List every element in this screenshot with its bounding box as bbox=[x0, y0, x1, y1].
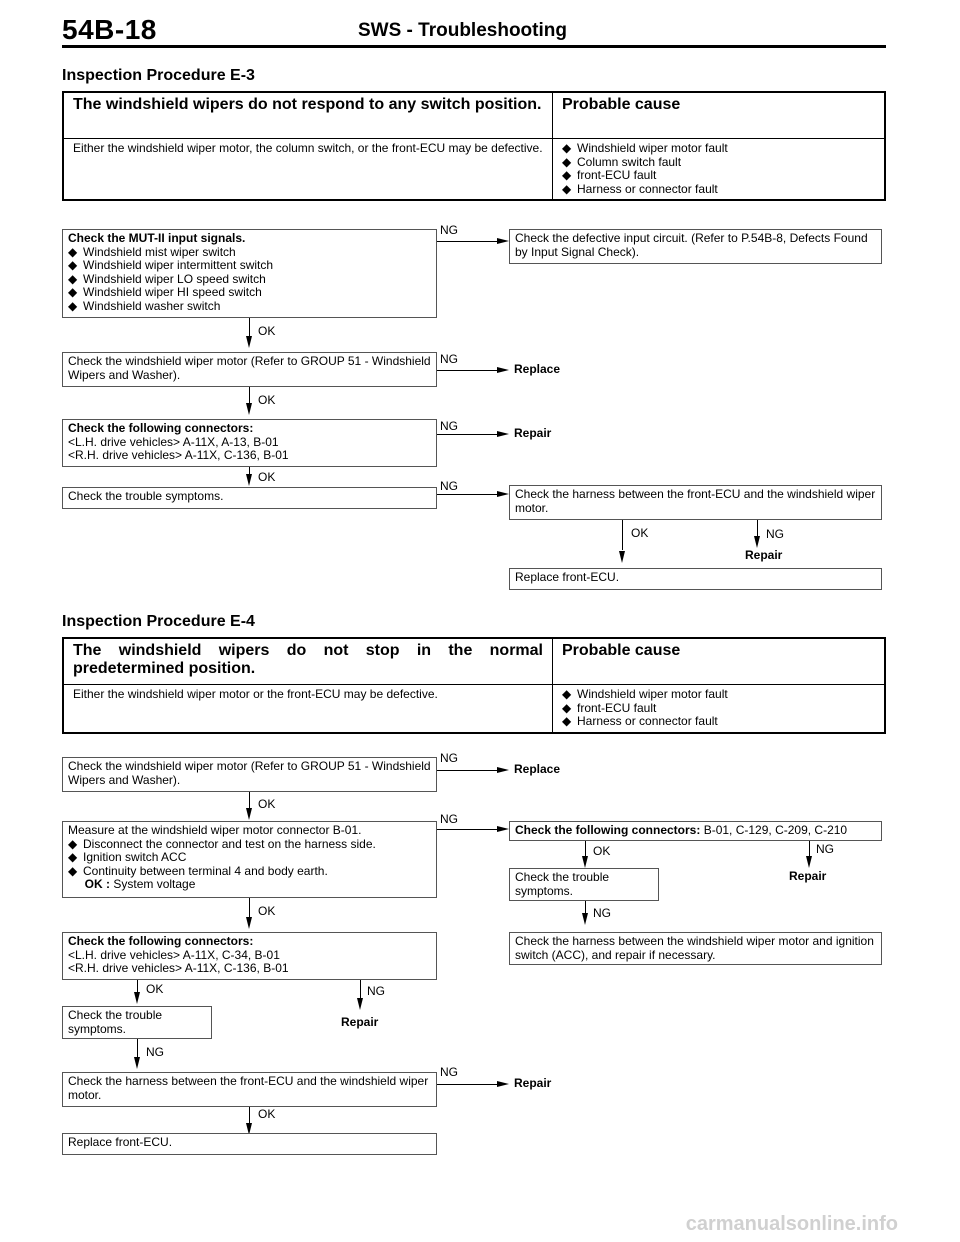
connector-line bbox=[360, 980, 361, 1000]
cause-item: ◆ front-ECU fault bbox=[562, 168, 657, 182]
connector-line bbox=[437, 494, 499, 495]
arrow-down-icon bbox=[582, 913, 588, 925]
arrow-right-icon bbox=[497, 367, 509, 373]
ok-label: OK bbox=[146, 982, 164, 996]
arrow-down-icon bbox=[134, 1057, 140, 1069]
connector-line bbox=[437, 770, 499, 771]
ng-label: NG bbox=[766, 527, 784, 541]
ng-label: NG bbox=[440, 419, 458, 433]
ng-label: NG bbox=[440, 1065, 458, 1079]
ng-label: NG bbox=[816, 842, 834, 856]
cause-item: ◆ Windshield wiper motor fault bbox=[562, 687, 728, 701]
ok-label: OK bbox=[258, 904, 276, 918]
arrow-down-icon bbox=[246, 808, 252, 820]
e3-step4-ng-ng-result: Repair bbox=[745, 548, 783, 562]
arrow-down-icon bbox=[134, 992, 140, 1004]
arrow-right-icon bbox=[497, 491, 509, 497]
ng-label: NG bbox=[440, 751, 458, 765]
arrow-down-icon bbox=[582, 856, 588, 868]
ng-label: NG bbox=[440, 812, 458, 826]
ok-label: OK bbox=[258, 1107, 276, 1121]
arrow-down-icon bbox=[754, 536, 760, 548]
e4-symptom: The windshield wipers do not stop in the normal predetermined position. bbox=[63, 638, 553, 685]
ok-label: OK bbox=[593, 844, 611, 858]
cause-item: ◆ Windshield wiper motor fault bbox=[562, 141, 728, 155]
e4-step2-ng-ng-result: Repair bbox=[789, 869, 827, 883]
section-title-e3: Inspection Procedure E-3 bbox=[62, 67, 255, 84]
e4-probable-cause-heading: Probable cause bbox=[553, 638, 886, 685]
diamond-bullet-icon: ◆ bbox=[562, 687, 572, 701]
ok-label: OK bbox=[258, 393, 276, 407]
ok-label: OK bbox=[631, 526, 649, 540]
e4-step1-ng-result: Replace bbox=[514, 762, 561, 776]
connector-line bbox=[249, 898, 250, 919]
e3-step2-box: Check the windshield wiper motor (Refer to GROUP 51 - Windshield Wipers and Washer). bbox=[62, 352, 437, 387]
arrow-right-icon bbox=[497, 1081, 509, 1087]
header-rule bbox=[62, 45, 886, 48]
cause-item: ◆ Harness or connector fault bbox=[562, 714, 718, 728]
arrow-right-icon bbox=[497, 238, 509, 244]
e3-symptom-table bbox=[62, 91, 886, 201]
cause-item: ◆ Column switch fault bbox=[562, 154, 682, 169]
e4-step2-ng-ok-box: Check the trouble symptoms. bbox=[509, 868, 659, 901]
e4-step6-box: Replace front-ECU. bbox=[62, 1133, 437, 1155]
arrow-down-icon bbox=[357, 998, 363, 1010]
ng-label: NG bbox=[440, 223, 458, 237]
e4-step2-ng-box: Check the following connectors: B-01, C-129, C-209, C-210 bbox=[509, 821, 882, 841]
connector-line bbox=[437, 434, 499, 435]
ng-label: NG bbox=[440, 479, 458, 493]
connector-line bbox=[137, 1039, 138, 1059]
diamond-bullet-icon: ◆ bbox=[562, 141, 572, 155]
connector-line bbox=[437, 241, 499, 242]
arrow-down-icon bbox=[806, 856, 812, 868]
e4-step2-ng-ok-ng-box: Check the harness between the windshield wiper motor and ignition switch (ACC), and repair if necessary. bbox=[509, 932, 882, 965]
ng-label: NG bbox=[146, 1045, 164, 1059]
e3-step2-ng-result: Replace bbox=[514, 362, 561, 376]
e4-step3-box: Check the following connectors: <L.H. drive vehicles> A-11X, C-34, B-01 <R.H. drive vehicles> A-11X, C-136, B-01 bbox=[62, 932, 437, 980]
connector-line bbox=[622, 520, 623, 550]
e4-description: Either the windshield wiper motor or the front-ECU may be defective. bbox=[63, 685, 553, 734]
section-title-e4: Inspection Procedure E-4 bbox=[62, 613, 255, 630]
arrow-down-icon bbox=[246, 403, 252, 415]
e4-step5-box: Check the harness between the front-ECU and the windshield wiper motor. bbox=[62, 1072, 437, 1107]
e3-description: Either the windshield wiper motor, the column switch, or the front-ECU may be defective. bbox=[63, 139, 553, 201]
watermark: carmanualsonline.info bbox=[685, 1213, 898, 1235]
ng-label: NG bbox=[440, 352, 458, 366]
e3-step1-ng-box: Check the defective input circuit. (Refer to P.54B-8, Defects Found by Input Signal Check). bbox=[509, 229, 882, 264]
e3-step3-ng-result: Repair bbox=[514, 426, 552, 440]
e3-probable-cause-heading: Probable cause bbox=[553, 92, 886, 139]
e3-step4-box: Check the trouble symptoms. bbox=[62, 487, 437, 509]
e4-step4-box: Check the trouble symptoms. bbox=[62, 1006, 212, 1039]
e4-step1-box: Check the windshield wiper motor (Refer to GROUP 51 - Windshield Wipers and Washer). bbox=[62, 757, 437, 792]
connector-line bbox=[437, 1084, 499, 1085]
arrow-down-icon bbox=[246, 336, 252, 348]
e3-step4-ng-box: Check the harness between the front-ECU and the windshield wiper motor. bbox=[509, 485, 882, 520]
ng-label: NG bbox=[367, 984, 385, 998]
arrow-down-icon bbox=[246, 474, 252, 486]
arrow-right-icon bbox=[497, 826, 509, 832]
cause-item: ◆ front-ECU fault bbox=[562, 700, 657, 715]
page-number: 54B-18 bbox=[62, 14, 157, 45]
diamond-bullet-icon: ◆ bbox=[562, 168, 572, 182]
e4-step2-box: Measure at the windshield wiper motor connector B-01. ◆ Disconnect the connector and test on the harness side. ◆ Ignition switch ACC ◆ Continuity between terminal 4 and body earth. OK : System voltage bbox=[62, 821, 437, 898]
connector-line bbox=[249, 318, 250, 338]
e3-step1-box: Check the MUT-II input signals. ◆ Windshield mist wiper switch ◆ Windshield wiper intermittent switch ◆ Windshield wiper LO speed switch ◆ Windshield wiper HI speed switch ◆ Windshield washer switch bbox=[62, 229, 437, 318]
e4-step5-ng-result: Repair bbox=[514, 1076, 552, 1090]
connector-line bbox=[437, 370, 499, 371]
arrow-down-icon bbox=[619, 551, 625, 563]
ok-label: OK bbox=[258, 470, 276, 484]
arrow-right-icon bbox=[497, 431, 509, 437]
page-title: SWS - Troubleshooting bbox=[358, 20, 567, 41]
diamond-bullet-icon: ◆ bbox=[562, 181, 572, 196]
e3-step4-ng-ok-box: Replace front-ECU. bbox=[509, 568, 882, 590]
e4-step3-ng-result: Repair bbox=[341, 1015, 379, 1029]
arrow-down-icon bbox=[246, 917, 252, 929]
e3-cause-list bbox=[553, 139, 886, 201]
ok-label: OK bbox=[258, 324, 276, 338]
ng-label: NG bbox=[593, 906, 611, 920]
e3-symptom: The windshield wipers do not respond to any switch position. bbox=[63, 92, 553, 139]
diamond-bullet-icon: ◆ bbox=[562, 700, 572, 715]
ok-label: OK bbox=[258, 797, 276, 811]
e4-symptom-table bbox=[62, 637, 886, 734]
e4-cause-list bbox=[553, 685, 886, 734]
diamond-bullet-icon: ◆ bbox=[562, 154, 572, 169]
cause-item: ◆ Harness or connector fault bbox=[562, 181, 718, 196]
e3-step3-box: Check the following connectors: <L.H. drive vehicles> A-11X, A-13, B-01 <R.H. drive vehicles> A-11X, C-136, B-01 bbox=[62, 419, 437, 467]
connector-line bbox=[437, 829, 499, 830]
diamond-bullet-icon: ◆ bbox=[562, 714, 572, 728]
arrow-right-icon bbox=[497, 767, 509, 773]
